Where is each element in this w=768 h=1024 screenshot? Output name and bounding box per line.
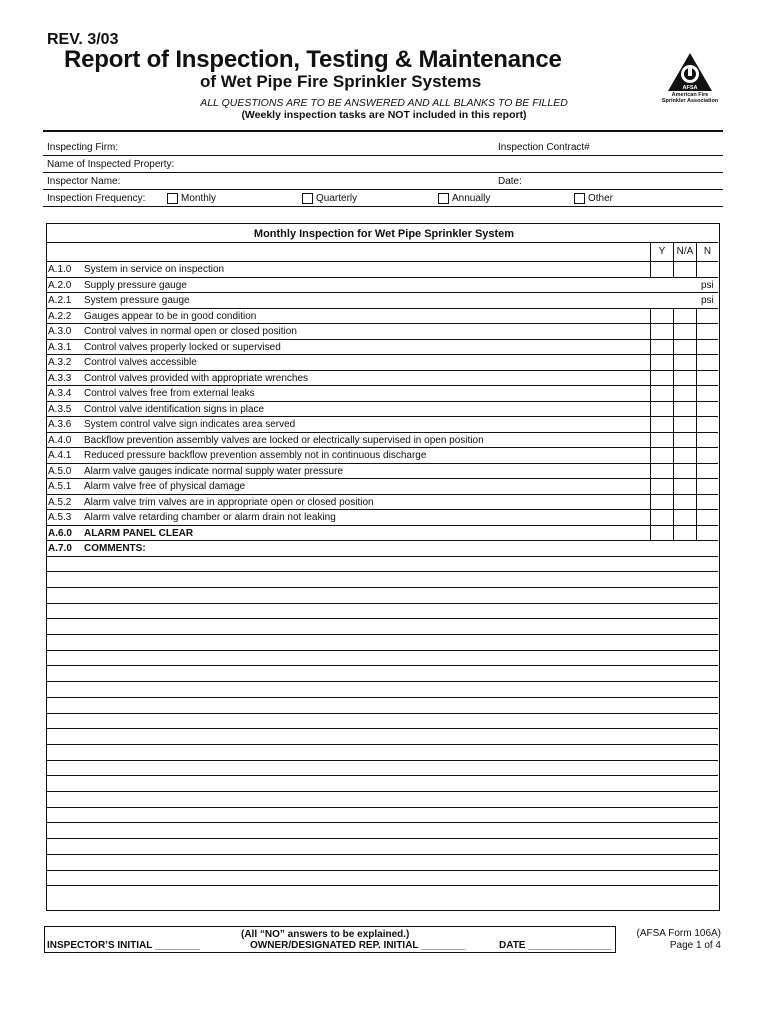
comment-line[interactable] — [47, 822, 718, 823]
footer-date-field[interactable]: DATE _______________ — [499, 940, 612, 951]
item-code: A.3.4 — [48, 388, 72, 399]
checklist-row — [47, 323, 718, 339]
item-description: Alarm valve retarding chamber or alarm drain not leaking — [84, 512, 336, 523]
item-code: A.3.5 — [48, 403, 72, 415]
comment-line[interactable] — [47, 885, 718, 886]
form-identifier — [637, 928, 721, 952]
answer-box-no[interactable] — [696, 402, 718, 418]
answer-box-yes[interactable] — [650, 355, 673, 371]
header-rule — [43, 130, 723, 132]
comment-line[interactable] — [47, 713, 718, 714]
answer-box-yes[interactable] — [650, 340, 673, 356]
answer-box-yes[interactable] — [650, 324, 673, 340]
comment-line[interactable] — [47, 634, 718, 635]
checklist-row — [47, 432, 718, 448]
comment-line[interactable] — [47, 744, 718, 745]
item-description: System pressure gauge — [84, 295, 190, 306]
quarterly-label: Quarterly — [316, 193, 358, 204]
form-number: (AFSA Form 106A) — [636, 928, 721, 939]
no-answers-note: (All “NO” answers to be explained.) — [241, 929, 410, 940]
item-code: A.3.0 — [48, 326, 72, 337]
comment-line[interactable] — [47, 870, 718, 871]
logo-line-1: American Fire — [671, 92, 709, 98]
checklist-row — [47, 277, 718, 293]
answer-box-no[interactable] — [696, 526, 718, 542]
answer-box-na[interactable] — [673, 340, 696, 356]
answer-box-yes[interactable] — [650, 510, 673, 526]
comment-line[interactable] — [47, 838, 718, 839]
answer-box-na[interactable] — [673, 386, 696, 402]
item-code: A.3.1 — [48, 341, 72, 353]
inspection-frequency-row — [43, 190, 723, 207]
checklist-row — [47, 292, 718, 308]
answer-box-no[interactable] — [696, 433, 718, 449]
item-description: Alarm valve trim valves are in appropriate open or closed position — [84, 496, 374, 508]
answer-box-no[interactable] — [696, 371, 718, 387]
checklist-row — [47, 540, 718, 555]
comment-line[interactable] — [47, 556, 718, 557]
item-code: A.7.0 — [48, 543, 72, 554]
answer-box-na[interactable] — [673, 448, 696, 464]
checklist-row — [47, 385, 718, 401]
checklist-row — [47, 478, 718, 494]
answer-box-yes[interactable] — [650, 309, 673, 325]
item-code: A.4.1 — [48, 450, 72, 461]
answer-box-na[interactable] — [673, 526, 696, 542]
answer-box-na[interactable] — [673, 479, 696, 495]
item-description: System control valve sign indicates area served — [84, 419, 296, 430]
inspecting-firm-row[interactable] — [43, 139, 723, 156]
inspection-checklist-panel — [46, 223, 720, 911]
answer-box-yes[interactable] — [650, 448, 673, 464]
answer-box-na[interactable] — [673, 355, 696, 371]
checklist-row — [47, 447, 718, 463]
answer-box-no[interactable] — [696, 355, 718, 371]
checklist-row — [47, 416, 718, 432]
logo-abbrev: AFSA — [682, 85, 698, 91]
item-code: A.6.0 — [48, 527, 72, 539]
answer-box-na[interactable] — [673, 262, 696, 278]
item-code: A.5.2 — [48, 496, 72, 508]
revision-label: REV. 3/03 — [47, 31, 119, 48]
item-code: A.3.6 — [48, 419, 72, 430]
owner-initial-field[interactable]: OWNER/DESIGNATED REP. INITIAL ________ — [250, 940, 466, 951]
afsa-logo — [655, 52, 725, 104]
monthly-label: Monthly — [181, 193, 217, 204]
answer-box-yes[interactable] — [650, 371, 673, 387]
item-code: A.2.0 — [48, 279, 72, 291]
answer-box-yes[interactable] — [650, 433, 673, 449]
item-description: Control valves accessible — [84, 357, 197, 368]
answer-box-no[interactable] — [696, 464, 718, 480]
inspector-name-label: Inspector Name: — [47, 176, 121, 187]
answer-box-no[interactable] — [696, 479, 718, 495]
item-description: Gauges appear to be in good condition — [84, 310, 257, 322]
item-code: A.3.2 — [48, 357, 72, 368]
item-code: A.5.0 — [48, 465, 72, 477]
answer-box-no[interactable] — [696, 510, 718, 526]
other-label: Other — [588, 193, 614, 204]
inspection-contract-label: Inspection Contract# — [498, 142, 590, 153]
inspection-frequency-label: Inspection Frequency: — [47, 193, 146, 204]
item-description: ALARM PANEL CLEAR — [84, 527, 194, 539]
item-unit: psi — [701, 279, 714, 291]
monthly-checkbox[interactable] — [167, 193, 178, 204]
item-code: A.5.3 — [48, 512, 72, 523]
item-code: A.2.2 — [48, 310, 72, 322]
answer-box-na[interactable] — [673, 417, 696, 433]
comment-line[interactable] — [47, 760, 718, 761]
answer-box-no[interactable] — [696, 309, 718, 325]
answer-box-yes[interactable] — [650, 417, 673, 433]
item-description: Control valves free from external leaks — [84, 388, 255, 399]
item-code: A.5.1 — [48, 481, 72, 492]
answer-box-na[interactable] — [673, 371, 696, 387]
annually-checkbox[interactable] — [438, 193, 449, 204]
item-code: A.3.3 — [48, 372, 72, 384]
checklist-row — [47, 339, 718, 355]
comment-line[interactable] — [47, 791, 718, 792]
checklist-row — [47, 370, 718, 386]
answer-box-no[interactable] — [696, 386, 718, 402]
answer-box-na[interactable] — [673, 433, 696, 449]
other-checkbox[interactable] — [574, 193, 585, 204]
property-name-label: Name of Inspected Property: — [47, 159, 175, 170]
comment-line[interactable] — [47, 775, 718, 776]
comment-line[interactable] — [47, 603, 718, 604]
item-description: Control valves properly locked or supervised — [84, 341, 281, 353]
answer-box-na[interactable] — [673, 324, 696, 340]
answer-box-na[interactable] — [673, 464, 696, 480]
comment-line[interactable] — [47, 854, 718, 855]
logo-line-2: Sprinkler Association — [661, 98, 719, 104]
page-title: Report of Inspection, Testing & Maintenance — [64, 46, 562, 73]
answer-box-na[interactable] — [673, 510, 696, 526]
page-number: Page 1 of 4 — [669, 940, 721, 951]
answer-box-no[interactable] — [696, 495, 718, 511]
item-description: Alarm valve free of physical damage — [84, 481, 246, 492]
date-label: Date: — [498, 176, 522, 187]
page-subtitle: of Wet Pipe Fire Sprinkler Systems — [200, 72, 482, 91]
checklist-row — [47, 261, 718, 277]
comment-line[interactable] — [47, 681, 718, 682]
comment-line[interactable] — [47, 728, 718, 729]
item-code: A.1.0 — [48, 264, 72, 275]
answer-box-no[interactable] — [696, 448, 718, 464]
checklist-row — [47, 494, 718, 510]
answer-box-yes[interactable] — [650, 464, 673, 480]
item-code: A.2.1 — [48, 295, 72, 306]
checklist-row — [47, 354, 718, 370]
inspecting-firm-label: Inspecting Firm: — [47, 142, 119, 153]
item-description: Backflow prevention assembly valves are locked or electrically supervised in open position — [84, 434, 484, 446]
weekly-note: (Weekly inspection tasks are NOT included in this report) — [241, 109, 527, 121]
item-description: COMMENTS: — [84, 543, 146, 554]
answer-box-yes[interactable] — [650, 386, 673, 402]
column-header-no: N — [696, 243, 718, 261]
checklist-title: Monthly Inspection for Wet Pipe Sprinkler System — [253, 228, 515, 240]
checklist-row — [47, 463, 718, 479]
answer-box-no[interactable] — [696, 340, 718, 356]
comment-line[interactable] — [47, 587, 718, 588]
item-unit: psi — [701, 295, 714, 306]
column-header-yes: Y — [650, 243, 673, 261]
quarterly-checkbox[interactable] — [302, 193, 313, 204]
inspector-initial-field[interactable]: INSPECTOR’S INITIAL ________ — [47, 940, 200, 951]
answer-box-yes[interactable] — [650, 262, 673, 278]
comment-line[interactable] — [47, 618, 718, 619]
item-description: Reduced pressure backflow prevention assembly not in continuous discharge — [84, 450, 427, 461]
item-description: Control valves provided with appropriate wrenches — [84, 372, 309, 384]
checklist-header-rule — [47, 242, 718, 243]
property-name-row[interactable] — [43, 156, 723, 173]
checklist-row — [47, 308, 718, 324]
checklist-row — [47, 525, 718, 541]
comment-line[interactable] — [47, 697, 718, 698]
item-description: Control valves in normal open or closed position — [84, 326, 297, 337]
inspector-name-row[interactable] — [43, 173, 723, 190]
answer-box-no[interactable] — [696, 262, 718, 278]
checklist-row — [47, 509, 718, 525]
instructions-note: ALL QUESTIONS ARE TO BE ANSWERED AND ALL BLANKS TO BE FILLED — [200, 97, 568, 109]
answer-box-yes[interactable] — [650, 479, 673, 495]
item-description: Alarm valve gauges indicate normal supply water pressure — [84, 465, 344, 477]
answer-box-yes[interactable] — [650, 526, 673, 542]
comment-line[interactable] — [47, 807, 718, 808]
answer-box-no[interactable] — [696, 324, 718, 340]
item-description: Supply pressure gauge — [84, 279, 187, 291]
annually-label: Annually — [452, 193, 491, 204]
comment-line[interactable] — [47, 571, 718, 572]
item-description: System in service on inspection — [84, 264, 225, 275]
comment-line[interactable] — [47, 650, 718, 651]
column-header-na: N/A — [673, 243, 696, 261]
answer-box-no[interactable] — [696, 417, 718, 433]
answer-box-yes[interactable] — [650, 495, 673, 511]
answer-box-na[interactable] — [673, 309, 696, 325]
item-code: A.4.0 — [48, 434, 72, 446]
answer-box-na[interactable] — [673, 495, 696, 511]
comment-line[interactable] — [47, 665, 718, 666]
item-description: Control valve identification signs in place — [84, 403, 265, 415]
footer-signature-box — [44, 926, 616, 953]
checklist-row — [47, 401, 718, 417]
answer-box-na[interactable] — [673, 402, 696, 418]
answer-box-yes[interactable] — [650, 402, 673, 418]
